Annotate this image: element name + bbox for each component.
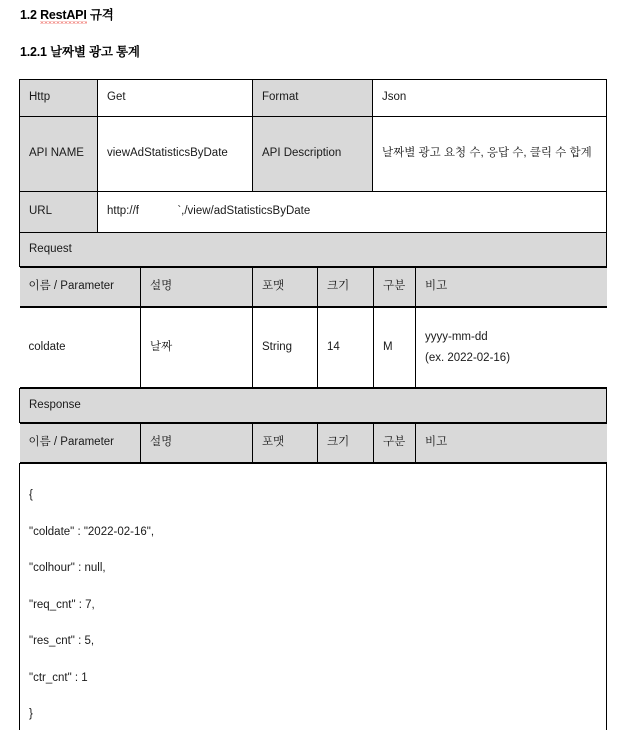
parameter-division-cell: M — [374, 308, 416, 388]
table-row-url — [20, 192, 607, 233]
parameter-remark-line-1: yyyy-mm-dd — [425, 331, 488, 344]
parameter-remark-line-2: (ex. 2022-02-16) — [425, 351, 511, 364]
request-column-header-division: 구분 — [374, 268, 416, 307]
http-label-cell: Http — [20, 80, 98, 117]
response-column-header-size: 크기 — [318, 424, 374, 463]
url-redacted-segment — [139, 205, 177, 217]
request-columns-wrapper — [20, 267, 607, 308]
api-name-label-cell: API NAME — [20, 117, 98, 192]
api-name-value-cell: viewAdStatisticsByDate — [98, 117, 253, 192]
table-row-http — [20, 80, 607, 117]
format-value-cell: Json — [373, 80, 607, 117]
json-line: } — [29, 708, 33, 720]
response-section-label-cell: Response — [20, 389, 607, 423]
table-row-api-name — [20, 117, 607, 192]
api-spec-table — [19, 79, 607, 730]
json-line: "coldate" : "2022-02-16", — [29, 525, 155, 538]
response-column-header-remark: 비고 — [416, 424, 607, 463]
response-json-body — [29, 464, 597, 730]
json-line: { — [29, 489, 33, 501]
section-heading-misspelled-word: RestAPI — [40, 8, 87, 22]
json-line: "ctr_cnt" : 1 — [29, 671, 88, 684]
response-columns-wrapper — [20, 423, 607, 464]
request-section-label-cell: Request — [20, 233, 607, 267]
parameter-format-cell: String — [253, 308, 318, 388]
table-row-response-columns — [20, 423, 607, 464]
parameter-remark-cell — [416, 308, 607, 388]
response-column-header-division: 구분 — [374, 424, 416, 463]
format-label-cell: Format — [253, 80, 373, 117]
request-column-header-format: 포맷 — [253, 268, 318, 307]
section-heading-suffix: 규격 — [86, 8, 114, 22]
json-line: "req_cnt" : 7, — [29, 598, 95, 611]
table-row-request-columns — [20, 267, 607, 308]
request-column-header-description: 설명 — [141, 268, 253, 307]
request-column-header-remark: 비고 — [416, 268, 607, 307]
json-line: "res_cnt" : 5, — [29, 635, 95, 647]
url-value-cell — [98, 192, 607, 233]
http-value-cell: Get — [98, 80, 253, 117]
request-parameter-wrapper — [20, 307, 607, 389]
url-suffix: `,/view/adStatisticsByDate — [177, 205, 311, 218]
request-column-header-size: 크기 — [318, 268, 374, 307]
url-label-cell: URL — [20, 192, 98, 233]
response-json-cell — [20, 464, 607, 730]
api-description-label-cell: API Description — [253, 117, 373, 192]
url-prefix: http://f — [107, 205, 139, 218]
table-row-response-section — [20, 389, 607, 423]
response-column-header-format: 포맷 — [253, 424, 318, 463]
table-row — [20, 308, 607, 388]
response-column-header-description: 설명 — [141, 424, 253, 463]
parameter-name-cell: coldate — [20, 308, 141, 388]
response-column-header-name: 이름 / Parameter — [20, 424, 141, 463]
section-heading-prefix: 1.2 — [20, 8, 41, 22]
subsection-heading: 1.2.1 날짜별 광고 통계 — [20, 45, 140, 59]
table-row-response-body — [20, 464, 607, 730]
table-row-request-parameter — [20, 307, 607, 389]
json-line: "colhour" : null, — [29, 562, 106, 574]
parameter-description-cell: 날짜 — [141, 308, 253, 388]
section-heading — [20, 5, 114, 23]
request-column-header-name: 이름 / Parameter — [20, 268, 141, 307]
parameter-size-cell: 14 — [318, 308, 374, 388]
api-description-value-cell: 날짜별 광고 요청 수, 응답 수, 클릭 수 합계 — [373, 117, 607, 192]
table-row-request-section — [20, 233, 607, 267]
